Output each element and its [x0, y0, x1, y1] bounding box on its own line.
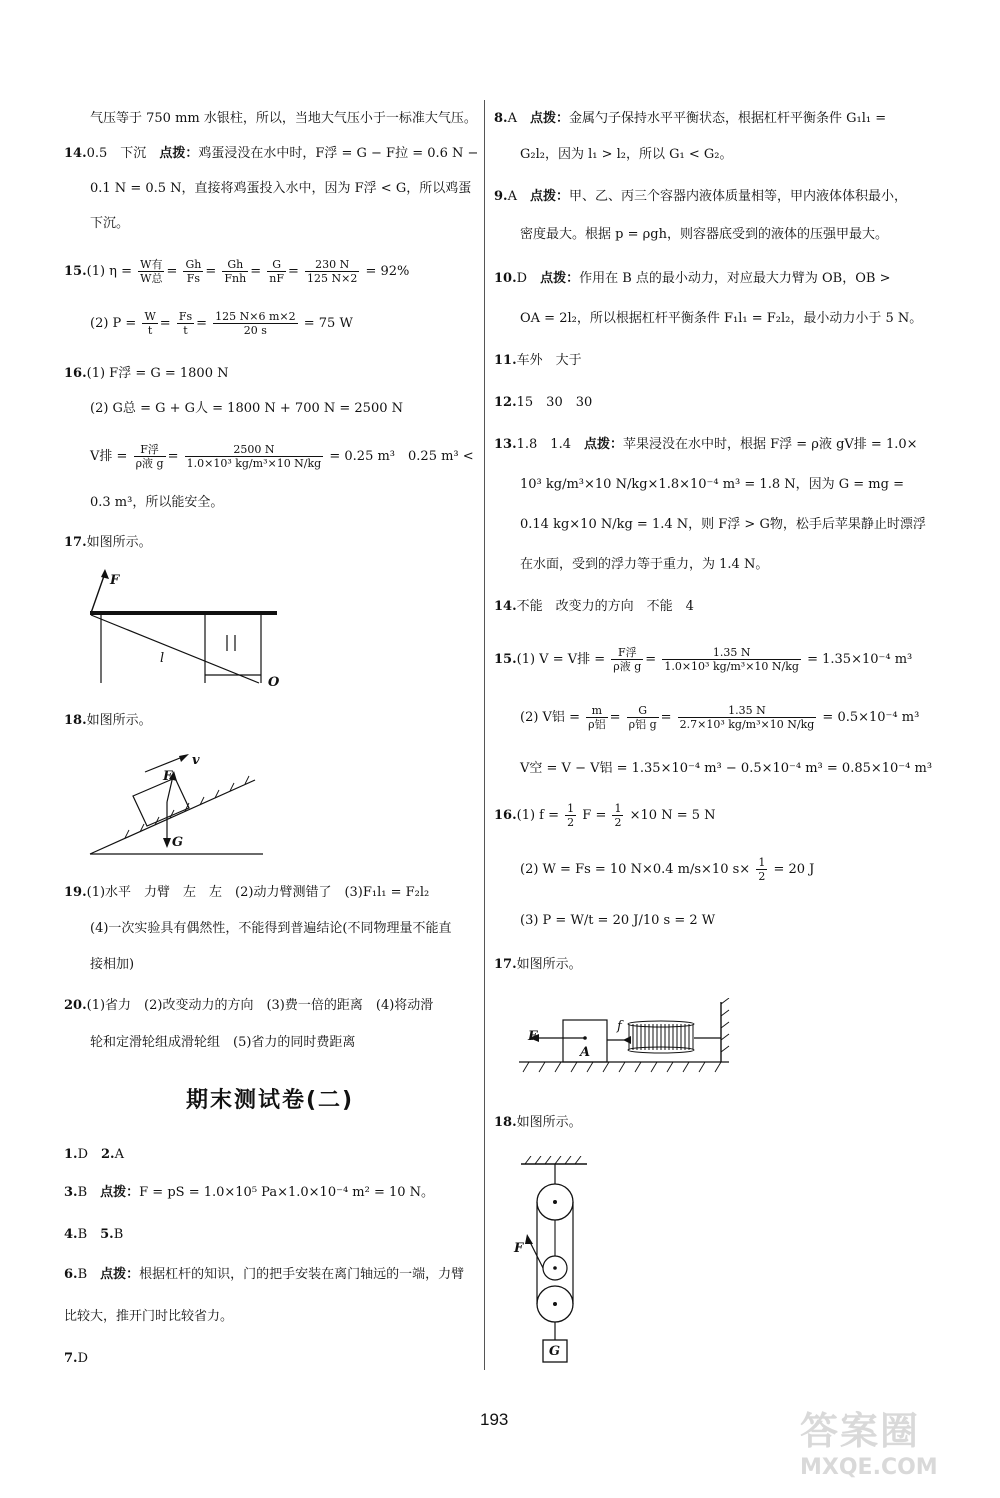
label-F: F [163, 769, 173, 784]
text-line: 下沉。 [90, 216, 130, 231]
text-line: 0.1 N = 0.5 N，直接将鸡蛋投入水中，因为 F浮 < G，所以鸡蛋 [90, 181, 472, 196]
pulley-diagram [515, 1156, 595, 1370]
ans-9: 9.A 点拨：甲、乙、丙三个容器内液体质量相等，甲内液体体积最小， [494, 189, 907, 204]
ans-10-2: OA = 2l₂，所以根据杠杆平衡条件 F₁l₁ = F₂l₂，最小动力小于 5 N。 [520, 311, 923, 326]
ans-8-2: G₂l₂，因为 l₁ > l₂，所以 G₁ < G₂。 [520, 147, 733, 162]
q19-1: 19.(1)水平 力臂 左 左 (2)动力臂测错了 (3)F₁l₁ = F₂l₂ [64, 885, 430, 900]
q19-3: 接相加) [90, 957, 135, 972]
ans-18: 18.如图所示。 [494, 1115, 582, 1130]
ans-10: 10.D 点拨：作用在 B 点的最小动力，对应最大力臂为 OB，OB > [494, 271, 891, 286]
ans-7: 7.D [64, 1351, 89, 1366]
ans-12: 12.15 30 30 [494, 395, 593, 410]
ans-13-3: 0.14 kg×10 N/kg = 1.4 N，则 F浮 > G物，松手后苹果静止时漂浮 [520, 517, 926, 532]
q18: 18.如图所示。 [64, 713, 152, 728]
ans-17: 17.如图所示。 [494, 957, 582, 972]
watermark-text: 答案圈 [800, 1409, 921, 1453]
label-A: A [580, 1045, 591, 1060]
label-F: F [528, 1029, 538, 1044]
watermark-logo [800, 1400, 980, 1490]
q16-3: V排 = $\frac{\text{F浮}}{\text{ρ液 g}}$ = $\frac{2500 N}{\text{1.0×10³ kg/m³×10 N/kg}}$ = 0.25 m³ 0.25 m³ < [90, 443, 474, 470]
ans-13-4: 在水面，受到的浮力等于重力，为 1.4 N。 [520, 557, 769, 572]
ans-15-3: V空 = V − V铝 = 1.35×10⁻⁴ m³ − 0.5×10⁻⁴ m³ = 0.85×10⁻⁴ m³ [520, 761, 933, 776]
q14: 14.0.5 下沉 点拨：鸡蛋浸没在水中时，F浮 = G − F拉 = 0.6 N − [64, 146, 479, 161]
ans-9-2: 密度最大。根据 p = ρgh，则容器底受到的液体的压强甲最大。 [520, 227, 888, 242]
ans-16-2: (2) W = Fs = 10 N×0.4 m/s×10 s× $\frac{1}{2}$ = 20 J [520, 856, 815, 883]
ans-11: 11.车外 大于 [494, 353, 582, 368]
ans-15-2: (2) V铝 = $\frac{m}{\text{ρ铝}}$ = $\frac{G}{\text{ρ铝 g}}$ = $\frac{1.35 N}{\text{2.7×10³ kg/m³×10 N/kg}}$ = 0.5×10⁻⁴ m³ [520, 704, 920, 731]
label-F: F [110, 573, 120, 588]
spring-diagram [515, 998, 733, 1076]
ans-1-2: 1.D 2.A [64, 1147, 124, 1162]
ans-3: 3.B 点拨：F = pS = 1.0×10⁵ Pa×1.0×10⁻⁴ m² = 10 N。 [64, 1185, 435, 1200]
ans-6: 6.B 点拨：根据杠杆的知识，门的把手安装在离门轴远的一端，力臂 [64, 1267, 465, 1282]
ans-16-3: (3) P = W/t = 20 J/10 s = 2 W [520, 913, 716, 928]
q16-2: (2) G总 = G + G人 = 1800 N + 700 N = 2500 N [90, 401, 403, 416]
label-f: f [617, 1019, 622, 1034]
page-number: 193 [480, 1410, 509, 1429]
q20-1: 20.(1)省力 (2)改变动力的方向 (3)费一倍的距离 (4)将动滑 [64, 998, 434, 1013]
ans-6-2: 比较大，推开门时比较省力。 [64, 1309, 234, 1324]
label-F: F [514, 1241, 524, 1256]
q20-2: 轮和定滑轮组成滑轮组 (5)省力的同时费距离 [90, 1035, 356, 1050]
label-G: G [172, 835, 184, 850]
ans-8: 8.A 点拨：金属勺子保持水平平衡状态，根据杠杆平衡条件 G₁l₁ = [494, 111, 887, 126]
text-line: 气压等于 750 mm 水银柱，所以，当地大气压小于一标准大气压。 [90, 111, 477, 126]
q16-4: 0.3 m³，所以能安全。 [90, 495, 224, 510]
label-l: l [160, 651, 165, 666]
ans-13-2: 10³ kg/m³×10 N/kg×1.8×10⁻⁴ m³ = 1.8 N，因为 G = mg = [520, 477, 904, 492]
q17: 17.如图所示。 [64, 535, 152, 550]
column-divider [484, 100, 485, 1370]
ans-15-1: 15.(1) V = V排 = $\frac{\text{F浮}}{\text{ρ液 g}}$ = $\frac{1.35 N}{\text{1.0×10³ kg/m³×10 N/kg}}$ = 1.35×10⁻⁴ m³ [494, 646, 913, 673]
ans-16-1: 16.(1) f = $\frac{1}{2}$ F = $\frac{1}{2}$ ×10 N = 5 N [494, 802, 716, 829]
ans-4-5: 4.B 5.B [64, 1227, 124, 1242]
q19-2: (4)一次实验具有偶然性，不能得到普遍结论(不同物理量不能直 [90, 921, 452, 936]
ans-13: 13.1.8 1.4 点拨：苹果浸没在水中时，根据 F浮 = ρ液 gV排 = 1.0× [494, 437, 918, 452]
q15-2: (2) P = $\frac{W}{t}$ = $\frac{Fs}{t}$ = $\frac{125 N\times 6 m\times 2}{20 s}$ = 75 W [90, 310, 353, 337]
label-v: v [192, 753, 200, 768]
section-title: 期末测试卷(二) [186, 1088, 355, 1113]
watermark-url: MXQE.COM [800, 1455, 938, 1480]
label-O: O [268, 675, 280, 690]
q15-1: 15.(1) η = $\frac{\text{W有}}{\text{W总}}$ = $\frac{Gh}{Fs}$ = $\frac{Gh}{\text{Fnh}}$ = $\frac{G}{nF}$ = $\frac{230 N}{125 N\times 2}$ = 92% [64, 258, 410, 285]
label-G: G [549, 1344, 561, 1359]
ans-14: 14.不能 改变力的方向 不能 4 [494, 599, 694, 614]
q16-1: 16.(1) F浮 = G = 1800 N [64, 366, 229, 381]
